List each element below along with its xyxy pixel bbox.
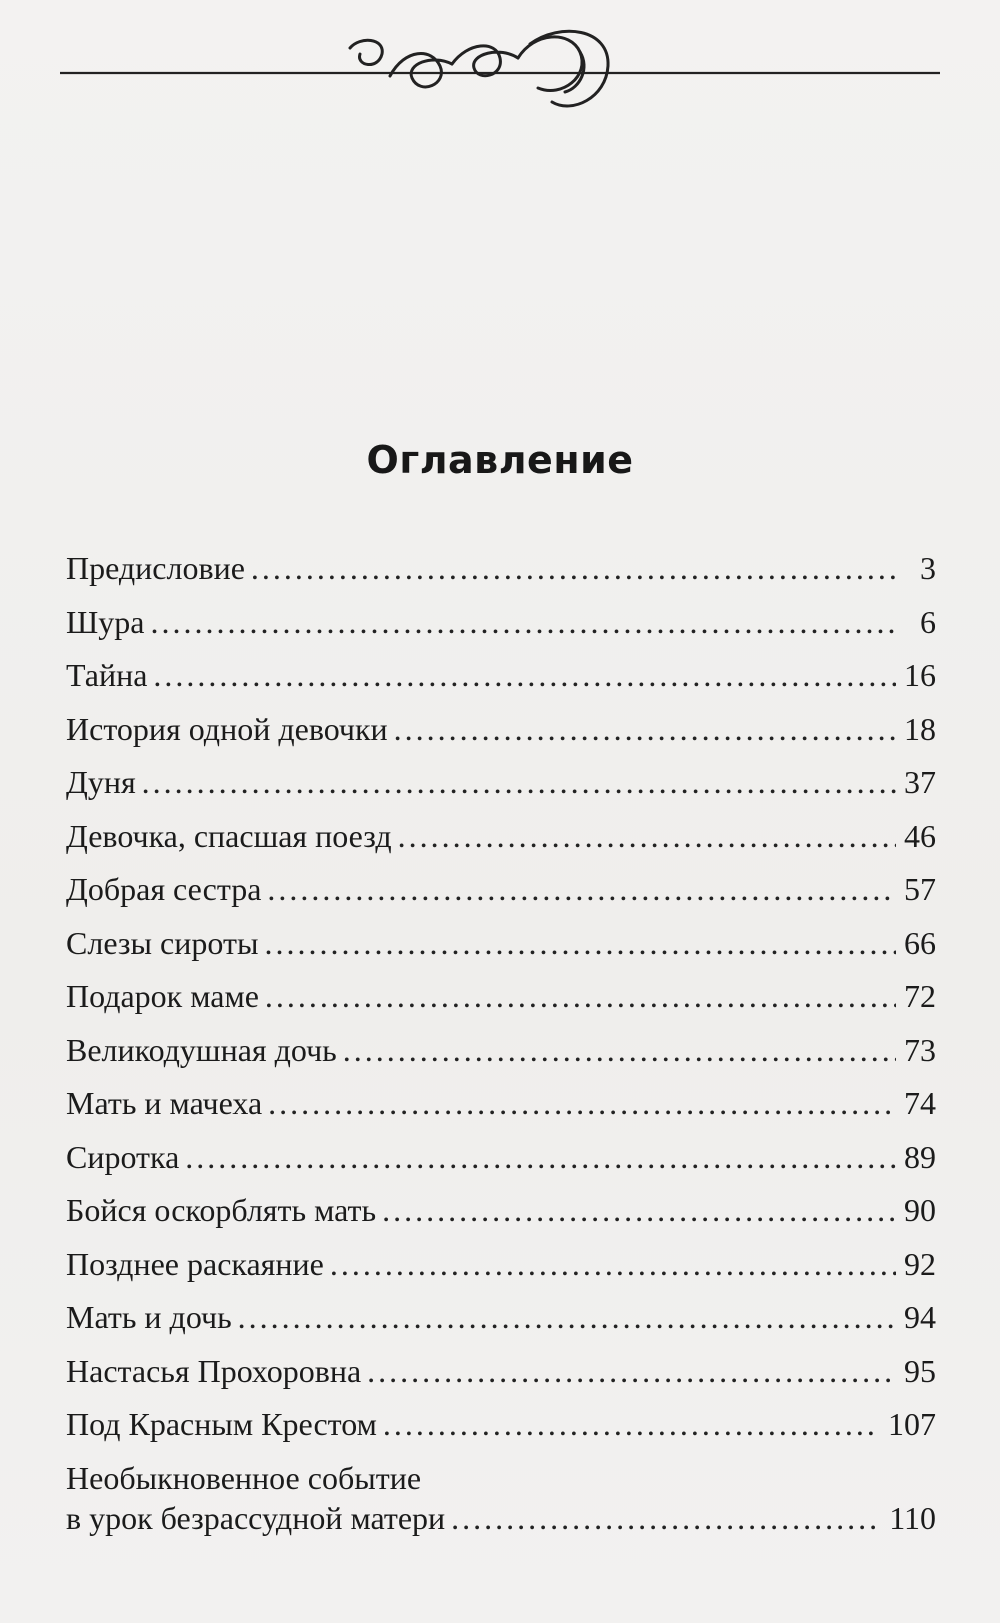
- toc-entry[interactable]: [66, 976, 936, 1030]
- toc-entry-page: 46: [904, 817, 936, 854]
- toc-entry-page: 73: [904, 1031, 936, 1068]
- dot-leader: [330, 1244, 896, 1284]
- dot-leader: [394, 709, 896, 749]
- toc-entry-title: Мать и мачеха: [66, 1085, 263, 1121]
- toc-entry[interactable]: [66, 1297, 936, 1351]
- toc-entry-title: Тайна: [66, 657, 148, 693]
- toc-entry-title: Сиротка: [66, 1138, 180, 1175]
- toc-entry[interactable]: [66, 1137, 936, 1191]
- table-of-contents: [66, 548, 936, 1538]
- toc-entry-title: [66, 1458, 445, 1538]
- dot-leader: [268, 1083, 896, 1123]
- toc-entry-page: 95: [904, 1352, 936, 1389]
- toc-entry-page: 94: [904, 1299, 936, 1335]
- dot-leader: [185, 1137, 896, 1177]
- toc-entry-page: 92: [904, 1245, 936, 1282]
- toc-entry[interactable]: [66, 869, 936, 923]
- toc-entry[interactable]: [66, 1244, 936, 1298]
- toc-entry-title-line2: в урок безрассудной матери: [66, 1499, 446, 1536]
- toc-entry-page: 57: [904, 871, 936, 907]
- toc-entry-title: Слезы сироты: [66, 924, 259, 961]
- dot-leader: [398, 816, 896, 856]
- toc-entry[interactable]: [66, 1030, 936, 1084]
- dot-leader: [153, 655, 896, 695]
- toc-entry-title: Дуня: [66, 764, 136, 800]
- toc-entry[interactable]: [66, 762, 936, 816]
- toc-entry-title: Подарок маме: [66, 978, 259, 1014]
- toc-entry[interactable]: [66, 655, 936, 709]
- toc-entry-title: Бойся оскорблять мать: [66, 1192, 377, 1228]
- dot-leader: [343, 1030, 896, 1070]
- toc-entry[interactable]: [66, 602, 936, 656]
- toc-entry-page: 107: [888, 1406, 936, 1442]
- dot-leader: [382, 1190, 896, 1230]
- dot-leader: [267, 869, 896, 909]
- dot-leader: [264, 923, 896, 963]
- toc-entry-page: 89: [904, 1138, 936, 1175]
- toc-entry-title: Великодушная дочь: [66, 1031, 337, 1068]
- toc-entry-title: Настасья Прохоровна: [66, 1352, 362, 1389]
- dot-leader: [265, 976, 896, 1016]
- toc-entry[interactable]: [66, 548, 936, 602]
- dot-leader: [451, 1498, 881, 1538]
- dot-leader: [383, 1404, 880, 1444]
- toc-entry[interactable]: [66, 1083, 936, 1137]
- toc-entry-title: Предисловие: [66, 550, 245, 586]
- toc-entry-title: Шура: [66, 603, 145, 640]
- toc-entry-page: 18: [904, 710, 936, 747]
- toc-entry[interactable]: [66, 1458, 936, 1538]
- toc-entry-page: 74: [904, 1085, 936, 1121]
- toc-entry-page: 3: [920, 550, 936, 586]
- header-ornament: [60, 18, 940, 128]
- dot-leader: [251, 548, 898, 588]
- toc-entry[interactable]: [66, 923, 936, 977]
- toc-entry-title: Мать и дочь: [66, 1299, 232, 1335]
- toc-entry-page: 16: [904, 657, 936, 693]
- toc-entry[interactable]: [66, 709, 936, 763]
- toc-entry[interactable]: [66, 1351, 936, 1405]
- toc-entry-page: 90: [904, 1192, 936, 1228]
- dot-leader: [367, 1351, 896, 1391]
- toc-entry-title: История одной девочки: [66, 710, 388, 747]
- toc-entry-title: Девочка, спасшая поезд: [66, 817, 392, 854]
- toc-entry-page: 72: [904, 978, 936, 1014]
- toc-entry-title: Под Красным Крестом: [66, 1406, 377, 1442]
- toc-entry-title: Позднее раскаяние: [66, 1245, 324, 1282]
- toc-entry[interactable]: [66, 1190, 936, 1244]
- toc-entry-title-line1: Необыкновенное событие: [66, 1459, 422, 1496]
- dot-leader: [238, 1297, 896, 1337]
- toc-entry-page: 37: [904, 764, 936, 800]
- toc-heading: Оглавление: [366, 438, 634, 482]
- toc-entry-page: 110: [889, 1499, 936, 1536]
- toc-entry-title: Добрая сестра: [66, 871, 262, 907]
- dot-leader: [142, 762, 896, 802]
- toc-entry[interactable]: [66, 816, 936, 870]
- toc-entry-page: 66: [904, 924, 936, 961]
- toc-entry-page: 6: [920, 603, 936, 640]
- dot-leader: [150, 602, 898, 642]
- toc-entry[interactable]: [66, 1404, 936, 1458]
